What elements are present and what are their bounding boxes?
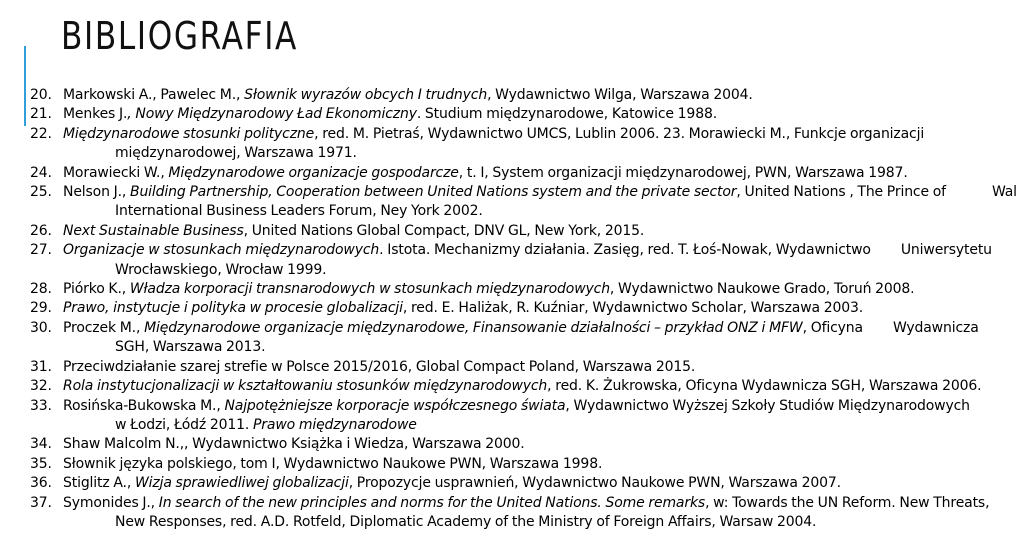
entry-first-line bbox=[63, 455, 1016, 474]
entry-text: Wal bbox=[991, 184, 1017, 201]
entry-text: Markowski A., Pawelec M., bbox=[63, 87, 245, 103]
entry-text: , Wydawnictwo Wilga, Warszawa 2004. bbox=[487, 87, 753, 103]
entry-title-text: Building Partnership, Cooperation between United Nations system and the private sector bbox=[130, 184, 737, 201]
entry-title-text: Międzynarodowe stosunki polityczne bbox=[63, 125, 315, 142]
entry-text: Stiglitz A., bbox=[63, 475, 135, 492]
entry-first-line bbox=[63, 280, 1016, 299]
entry-text: , Oficyna bbox=[802, 319, 863, 336]
entry-text: Przeciwdziałanie szarej strefie w Polsce 2015/2016, Global Compact Poland, Warszawa 2015. bbox=[63, 358, 696, 375]
entry-number: 20. bbox=[30, 87, 52, 103]
entry-title-text: Prawo międzynarodowe bbox=[253, 416, 417, 433]
entry-text: , Propozycje usprawnień, Wydawnictwo Naukowe PWN, Warszawa 2007. bbox=[348, 475, 841, 492]
entry-text: , red. K. Żukrowska, Oficyna Wydawnicza SGH, Warszawa 2006. bbox=[547, 378, 982, 395]
entry-text: , Wydawnictwo Naukowe Grado, Toruń 2008. bbox=[609, 281, 915, 298]
bibliography-entry bbox=[0, 319, 1024, 358]
entry-first-line bbox=[63, 86, 1016, 105]
entry-number: 24. bbox=[30, 164, 52, 181]
entry-continuation-line bbox=[115, 338, 1016, 357]
entry-continuation-line bbox=[115, 202, 1016, 221]
entry-text: , red. E. Haliżak, R. Kuźniar, Wydawnictwo Scholar, Warszawa 2003. bbox=[402, 300, 864, 317]
entry-text: International Business Leaders Forum, Ney York 2002. bbox=[115, 203, 483, 220]
entry-first-line bbox=[63, 222, 1016, 241]
entry-first-line bbox=[63, 125, 1016, 144]
entry-first-line bbox=[63, 319, 1016, 338]
entry-text: Rosińska-Bukowska M., bbox=[63, 397, 225, 414]
page-title: BIBLIOGRAFIA bbox=[61, 14, 298, 58]
entry-title-text: Słownik wyrazów obcych I trudnych bbox=[244, 87, 488, 103]
bibliography-entry bbox=[0, 222, 1024, 241]
entry-title-text: Wizja sprawiedliwej globalizacji bbox=[134, 475, 349, 492]
entry-number: 21. bbox=[30, 106, 52, 123]
entry-text: Menkes J. bbox=[63, 106, 128, 123]
entry-text: . Studium międzynarodowe, Katowice 1988. bbox=[416, 106, 718, 123]
entry-title-text: Międzynarodowe organizacje gospodarcze bbox=[168, 164, 459, 181]
entry-text: Wydawnicza bbox=[892, 319, 979, 336]
entry-number: 35. bbox=[30, 455, 52, 472]
bibliography-entry bbox=[0, 164, 1024, 183]
entry-text: Wrocławskiego, Wrocław 1999. bbox=[115, 261, 327, 278]
bibliography-entry bbox=[0, 358, 1024, 377]
bibliography-entry bbox=[0, 435, 1024, 454]
entry-number: 34. bbox=[30, 436, 52, 453]
entry-text: Uniwersytetu bbox=[900, 242, 992, 259]
bibliography-entry bbox=[0, 494, 1024, 533]
entry-text: , t. I, System organizacji międzynarodowej, PWN, Warszawa 1987. bbox=[458, 164, 908, 181]
bibliography-entry bbox=[0, 241, 1024, 280]
entry-number: 33. bbox=[30, 397, 52, 414]
entry-number: 28. bbox=[30, 281, 52, 298]
bibliography-entry bbox=[0, 183, 1024, 222]
entry-first-line bbox=[63, 494, 1016, 513]
entry-text: Shaw Malcolm N.,, Wydawnictwo Książka i Wiedza, Warszawa 2000. bbox=[63, 436, 525, 453]
entry-first-line bbox=[63, 241, 1016, 260]
entry-text: SGH, Warszawa 2013. bbox=[115, 339, 266, 356]
entry-first-line bbox=[63, 435, 1016, 454]
entry-number: 29. bbox=[30, 300, 52, 317]
bibliography-entry bbox=[0, 377, 1024, 396]
entry-title-text: In search of the new principles and norms for the United Nations. Some remarks bbox=[158, 494, 706, 511]
entry-first-line bbox=[63, 397, 1016, 416]
entry-first-line bbox=[63, 474, 1016, 493]
entry-text: Symonides J., bbox=[63, 494, 159, 511]
bibliography-entry bbox=[0, 397, 1024, 436]
entry-first-line bbox=[63, 358, 1016, 377]
entry-title-text: Next Sustainable Business bbox=[63, 222, 244, 239]
entry-number: 36. bbox=[30, 475, 52, 492]
entry-title-text: Międzynarodowe organizacje międzynarodowe, Finansowanie działalności – przykład ONZ i MFW bbox=[144, 319, 803, 336]
entry-text: . Istota. Mechanizmy działania. Zasięg, red. T. Łoś-Nowak, Wydawnictwo bbox=[379, 242, 871, 259]
bibliography-entry bbox=[0, 455, 1024, 474]
bibliography-entry bbox=[0, 299, 1024, 318]
bibliography-entry bbox=[0, 280, 1024, 299]
bibliography-entry bbox=[0, 86, 1024, 105]
entry-text: międzynarodowej, Warszawa 1971. bbox=[115, 145, 357, 162]
bibliography-entry bbox=[0, 125, 1024, 164]
entry-text: Morawiecki W., bbox=[63, 164, 169, 181]
bibliography-list bbox=[0, 86, 1024, 532]
entry-text: Nelson J., bbox=[63, 184, 130, 201]
entry-continuation-line bbox=[115, 261, 1016, 280]
entry-number: 37. bbox=[30, 494, 52, 511]
entry-number: 25. bbox=[30, 184, 52, 201]
bibliography-entry bbox=[0, 105, 1024, 124]
entry-first-line bbox=[63, 377, 1016, 396]
entry-text: , red. M. Pietraś, Wydawnictwo UMCS, Lublin 2006. 23. Morawiecki M., Funkcje organizacji bbox=[314, 125, 925, 142]
entry-text: , Wydawnictwo Wyższej Szkoły Studiów Międzynarodowych bbox=[565, 397, 970, 414]
entry-title-text: Najpotężniejsze korporacje współczesnego świata bbox=[224, 397, 566, 414]
entry-title-text: Prawo, instytucje i polityka w procesie globalizacji bbox=[63, 300, 403, 317]
entry-number: 30. bbox=[30, 319, 52, 336]
entry-title-text: Władza korporacji transnarodowych w stosunkach międzynarodowych bbox=[129, 281, 610, 298]
entry-number: 31. bbox=[30, 358, 52, 375]
entry-title-text: Organizacje w stosunkach międzynarodowych bbox=[63, 242, 380, 259]
entry-number: 26. bbox=[30, 222, 52, 239]
entry-text: , United Nations Global Compact, DNV GL, New York, 2015. bbox=[243, 222, 645, 239]
entry-text: New Responses, red. A.D. Rotfeld, Diplomatic Academy of the Ministry of Foreign Affairs, Warsaw 2004. bbox=[115, 513, 817, 530]
entry-first-line bbox=[63, 299, 1016, 318]
entry-number: 22. bbox=[30, 125, 52, 142]
entry-first-line bbox=[63, 183, 1016, 202]
entry-title-text: Rola instytucjonalizacji w kształtowaniu stosunków międzynarodowych bbox=[63, 378, 548, 395]
entry-text: Słownik języka polskiego, tom I, Wydawnictwo Naukowe PWN, Warszawa 1998. bbox=[63, 455, 603, 472]
entry-text: Piórko K., bbox=[63, 281, 130, 298]
entry-text: , w: Towards the UN Reform. New Threats, bbox=[705, 494, 990, 511]
entry-continuation-line bbox=[115, 513, 1016, 532]
entry-first-line bbox=[63, 164, 1016, 183]
entry-number: 27. bbox=[30, 242, 52, 259]
entry-title-text: , Nowy Międzynarodowy Ład Ekonomiczny bbox=[127, 106, 417, 123]
entry-first-line bbox=[63, 105, 1016, 124]
entry-text: , United Nations , The Prince of bbox=[736, 184, 946, 201]
bibliography-entry bbox=[0, 474, 1024, 493]
entry-continuation-line bbox=[115, 144, 1016, 163]
entry-text: w Łodzi, Łódź 2011. bbox=[115, 416, 254, 433]
entry-continuation-line bbox=[115, 416, 1016, 435]
entry-number: 32. bbox=[30, 378, 52, 395]
entry-text: Proczek M., bbox=[63, 319, 145, 336]
